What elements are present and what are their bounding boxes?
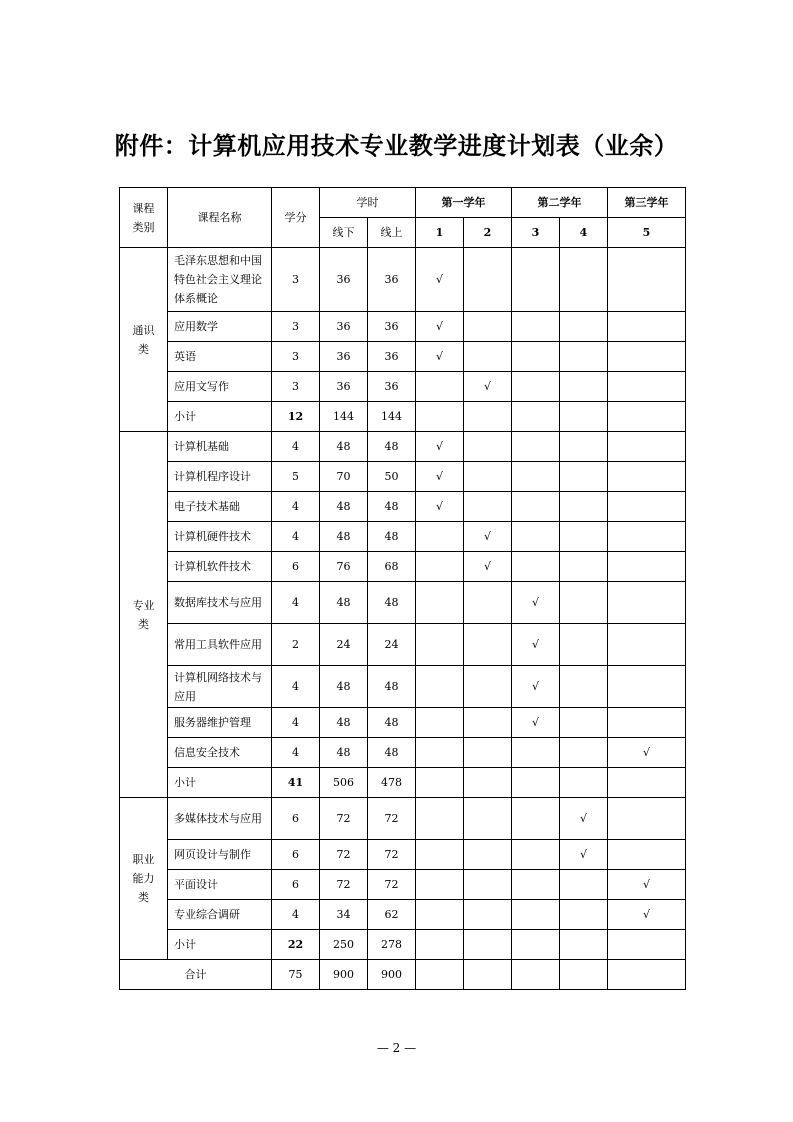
term-cell [512, 522, 560, 552]
term-cell [608, 900, 686, 930]
term-cell [608, 870, 686, 900]
term-cell [464, 666, 512, 708]
category-cell: 通识 类 [120, 248, 168, 432]
credits-cell: 3 [272, 372, 320, 402]
table-row [120, 738, 686, 768]
offline-hours-cell: 36 [320, 342, 368, 372]
term-cell [560, 522, 608, 552]
table-row [120, 624, 686, 666]
term-cell [464, 432, 512, 462]
course-name-cell: 计算机软件技术 [168, 552, 272, 582]
term-cell [416, 402, 464, 432]
term-cell [512, 342, 560, 372]
credits-cell: 22 [272, 930, 320, 960]
term-cell [560, 372, 608, 402]
check-mark-icon: √ [531, 680, 539, 693]
term-cell [416, 666, 464, 708]
credits-cell: 4 [272, 522, 320, 552]
term-cell [608, 248, 686, 312]
term-cell [560, 432, 608, 462]
credits-cell: 3 [272, 342, 320, 372]
offline-hours-cell: 72 [320, 840, 368, 870]
total-credits: 75 [272, 960, 320, 990]
online-hours-cell: 48 [368, 432, 416, 462]
term-cell [608, 552, 686, 582]
course-name-cell: 应用数学 [168, 312, 272, 342]
course-name-cell: 小计 [168, 402, 272, 432]
term-cell [512, 798, 560, 840]
term-cell [560, 708, 608, 738]
term-cell [608, 930, 686, 960]
term-cell [416, 522, 464, 552]
term-cell [416, 492, 464, 522]
term-cell [560, 312, 608, 342]
term-cell [464, 624, 512, 666]
term-cell [464, 402, 512, 432]
online-hours-cell: 36 [368, 312, 416, 342]
term-cell [608, 432, 686, 462]
offline-hours-cell: 48 [320, 738, 368, 768]
online-hours-cell: 36 [368, 342, 416, 372]
header-year2: 第二学年 [512, 188, 608, 218]
credits-cell: 4 [272, 582, 320, 624]
online-hours-cell: 72 [368, 870, 416, 900]
term-cell [608, 402, 686, 432]
check-mark-icon: √ [435, 273, 443, 286]
header-term-2: 2 [464, 218, 512, 248]
offline-hours-cell: 70 [320, 462, 368, 492]
category-cell: 职业 能力 类 [120, 798, 168, 960]
check-mark-icon: √ [579, 812, 587, 825]
online-hours-cell: 72 [368, 798, 416, 840]
course-name-cell: 信息安全技术 [168, 738, 272, 768]
term-cell [464, 312, 512, 342]
offline-hours-cell: 36 [320, 248, 368, 312]
course-name-cell: 毛泽东思想和中国特色社会主义理论体系概论 [168, 248, 272, 312]
credits-cell: 6 [272, 870, 320, 900]
term-cell [512, 312, 560, 342]
term-cell [608, 624, 686, 666]
credits-cell: 4 [272, 738, 320, 768]
credits-cell: 4 [272, 900, 320, 930]
total-row [120, 960, 686, 990]
term-cell [512, 624, 560, 666]
term-cell [608, 708, 686, 738]
check-mark-icon: √ [483, 560, 491, 573]
term-cell [560, 624, 608, 666]
term-cell [608, 312, 686, 342]
term-cell [512, 840, 560, 870]
term-cell [416, 624, 464, 666]
term-cell [464, 342, 512, 372]
table-row [120, 432, 686, 462]
header-hours: 学时 [320, 188, 416, 218]
term-cell [608, 738, 686, 768]
table-row [120, 372, 686, 402]
credits-cell: 2 [272, 624, 320, 666]
course-name-cell: 计算机硬件技术 [168, 522, 272, 552]
term-cell [512, 372, 560, 402]
online-hours-cell: 48 [368, 708, 416, 738]
credits-cell: 5 [272, 462, 320, 492]
term-cell [512, 432, 560, 462]
total-online: 900 [368, 960, 416, 990]
term-cell [560, 798, 608, 840]
term-cell [416, 432, 464, 462]
term-cell [608, 798, 686, 840]
term-cell [608, 840, 686, 870]
check-mark-icon: √ [531, 596, 539, 609]
check-mark-icon: √ [531, 716, 539, 729]
header-course-name: 课程名称 [168, 188, 272, 248]
offline-hours-cell: 72 [320, 870, 368, 900]
term-cell [560, 840, 608, 870]
check-mark-icon: √ [435, 350, 443, 363]
subtotal-row [120, 402, 686, 432]
online-hours-cell: 36 [368, 372, 416, 402]
term-cell [512, 248, 560, 312]
term-cell [464, 492, 512, 522]
term-cell [512, 738, 560, 768]
check-mark-icon: √ [483, 380, 491, 393]
term-cell [464, 840, 512, 870]
table-row [120, 666, 686, 708]
term-cell [416, 900, 464, 930]
online-hours-cell: 48 [368, 492, 416, 522]
offline-hours-cell: 34 [320, 900, 368, 930]
credits-cell: 6 [272, 798, 320, 840]
table-row [120, 582, 686, 624]
term-cell [608, 960, 686, 990]
offline-hours-cell: 36 [320, 372, 368, 402]
online-hours-cell: 144 [368, 402, 416, 432]
term-cell [608, 582, 686, 624]
term-cell [560, 870, 608, 900]
term-cell [608, 462, 686, 492]
term-cell [416, 312, 464, 342]
term-cell [560, 738, 608, 768]
course-name-cell: 计算机基础 [168, 432, 272, 462]
credits-cell: 6 [272, 840, 320, 870]
online-hours-cell: 24 [368, 624, 416, 666]
term-cell [560, 342, 608, 372]
offline-hours-cell: 48 [320, 582, 368, 624]
course-name-cell: 平面设计 [168, 870, 272, 900]
table-row [120, 462, 686, 492]
subtotal-row [120, 930, 686, 960]
term-cell [464, 798, 512, 840]
credits-cell: 4 [272, 432, 320, 462]
term-cell [416, 768, 464, 798]
check-mark-icon: √ [642, 878, 650, 891]
term-cell [464, 522, 512, 552]
online-hours-cell: 48 [368, 522, 416, 552]
header-term-3: 3 [512, 218, 560, 248]
course-name-cell: 计算机网络技术与应用 [168, 666, 272, 708]
header-term-1: 1 [416, 218, 464, 248]
term-cell [512, 492, 560, 522]
term-cell [560, 582, 608, 624]
credits-cell: 4 [272, 666, 320, 708]
check-mark-icon: √ [435, 320, 443, 333]
term-cell [416, 930, 464, 960]
term-cell [464, 738, 512, 768]
offline-hours-cell: 48 [320, 492, 368, 522]
credits-cell: 4 [272, 708, 320, 738]
table-row [120, 708, 686, 738]
credits-cell: 41 [272, 768, 320, 798]
term-cell [512, 462, 560, 492]
term-cell [560, 960, 608, 990]
course-name-cell: 专业综合调研 [168, 900, 272, 930]
offline-hours-cell: 48 [320, 522, 368, 552]
header-offline: 线下 [320, 218, 368, 248]
course-name-cell: 英语 [168, 342, 272, 372]
term-cell [512, 666, 560, 708]
course-name-cell: 服务器维护管理 [168, 708, 272, 738]
term-cell [416, 870, 464, 900]
term-cell [560, 402, 608, 432]
table-row [120, 248, 686, 312]
term-cell [608, 372, 686, 402]
header-online: 线上 [368, 218, 416, 248]
check-mark-icon: √ [483, 530, 491, 543]
term-cell [560, 552, 608, 582]
term-cell [464, 372, 512, 402]
term-cell [512, 582, 560, 624]
course-name-cell: 计算机程序设计 [168, 462, 272, 492]
term-cell [416, 960, 464, 990]
term-cell [416, 552, 464, 582]
credits-cell: 6 [272, 552, 320, 582]
term-cell [416, 248, 464, 312]
header-category: 课程 类别 [120, 188, 168, 248]
term-cell [464, 582, 512, 624]
term-cell [464, 708, 512, 738]
header-year3: 第三学年 [608, 188, 686, 218]
offline-hours-cell: 144 [320, 402, 368, 432]
term-cell [512, 768, 560, 798]
term-cell [416, 840, 464, 870]
offline-hours-cell: 48 [320, 708, 368, 738]
check-mark-icon: √ [435, 500, 443, 513]
table-row [120, 798, 686, 840]
term-cell [560, 248, 608, 312]
term-cell [512, 960, 560, 990]
header-term-4: 4 [560, 218, 608, 248]
table-row [120, 342, 686, 372]
course-name-cell: 小计 [168, 768, 272, 798]
term-cell [464, 930, 512, 960]
online-hours-cell: 72 [368, 840, 416, 870]
course-name-cell: 电子技术基础 [168, 492, 272, 522]
credits-cell: 3 [272, 248, 320, 312]
term-cell [416, 372, 464, 402]
course-name-cell: 小计 [168, 930, 272, 960]
check-mark-icon: √ [435, 440, 443, 453]
course-name-cell: 网页设计与制作 [168, 840, 272, 870]
online-hours-cell: 68 [368, 552, 416, 582]
credits-cell: 3 [272, 312, 320, 342]
term-cell [512, 708, 560, 738]
table-row [120, 552, 686, 582]
check-mark-icon: √ [579, 848, 587, 861]
term-cell [560, 492, 608, 522]
term-cell [512, 870, 560, 900]
offline-hours-cell: 24 [320, 624, 368, 666]
term-cell [464, 960, 512, 990]
subtotal-row [120, 768, 686, 798]
term-cell [464, 248, 512, 312]
term-cell [608, 492, 686, 522]
term-cell [464, 768, 512, 798]
term-cell [416, 798, 464, 840]
term-cell [416, 342, 464, 372]
term-cell [416, 462, 464, 492]
term-cell [512, 930, 560, 960]
online-hours-cell: 278 [368, 930, 416, 960]
term-cell [608, 666, 686, 708]
term-cell [416, 582, 464, 624]
term-cell [560, 768, 608, 798]
offline-hours-cell: 76 [320, 552, 368, 582]
term-cell [560, 666, 608, 708]
check-mark-icon: √ [435, 470, 443, 483]
term-cell [464, 870, 512, 900]
term-cell [512, 552, 560, 582]
category-cell: 专业 类 [120, 432, 168, 798]
check-mark-icon: √ [642, 746, 650, 759]
term-cell [416, 738, 464, 768]
offline-hours-cell: 250 [320, 930, 368, 960]
course-name-cell: 应用文写作 [168, 372, 272, 402]
online-hours-cell: 36 [368, 248, 416, 312]
term-cell [512, 402, 560, 432]
online-hours-cell: 48 [368, 666, 416, 708]
table-row [120, 900, 686, 930]
check-mark-icon: √ [531, 638, 539, 651]
term-cell [560, 900, 608, 930]
offline-hours-cell: 48 [320, 666, 368, 708]
term-cell [608, 342, 686, 372]
term-cell [512, 900, 560, 930]
header-term-5: 5 [608, 218, 686, 248]
table-row [120, 840, 686, 870]
online-hours-cell: 50 [368, 462, 416, 492]
total-offline: 900 [320, 960, 368, 990]
total-label: 合计 [120, 960, 272, 990]
term-cell [608, 768, 686, 798]
course-name-cell: 多媒体技术与应用 [168, 798, 272, 840]
online-hours-cell: 48 [368, 582, 416, 624]
term-cell [464, 552, 512, 582]
offline-hours-cell: 48 [320, 432, 368, 462]
table-row [120, 522, 686, 552]
header-year1: 第一学年 [416, 188, 512, 218]
offline-hours-cell: 36 [320, 312, 368, 342]
header-credits: 学分 [272, 188, 320, 248]
online-hours-cell: 478 [368, 768, 416, 798]
credits-cell: 12 [272, 402, 320, 432]
course-name-cell: 数据库技术与应用 [168, 582, 272, 624]
table-row [120, 312, 686, 342]
schedule-table [119, 187, 686, 990]
term-cell [560, 462, 608, 492]
term-cell [464, 900, 512, 930]
online-hours-cell: 62 [368, 900, 416, 930]
page-number: — 2 — [376, 1041, 417, 1055]
online-hours-cell: 48 [368, 738, 416, 768]
offline-hours-cell: 506 [320, 768, 368, 798]
credits-cell: 4 [272, 492, 320, 522]
term-cell [464, 462, 512, 492]
table-row [120, 492, 686, 522]
term-cell [416, 708, 464, 738]
offline-hours-cell: 72 [320, 798, 368, 840]
term-cell [560, 930, 608, 960]
page-title: 附件：计算机应用技术专业教学进度计划表（业余） [114, 132, 679, 160]
check-mark-icon: √ [642, 908, 650, 921]
table-row [120, 870, 686, 900]
course-name-cell: 常用工具软件应用 [168, 624, 272, 666]
term-cell [608, 522, 686, 552]
